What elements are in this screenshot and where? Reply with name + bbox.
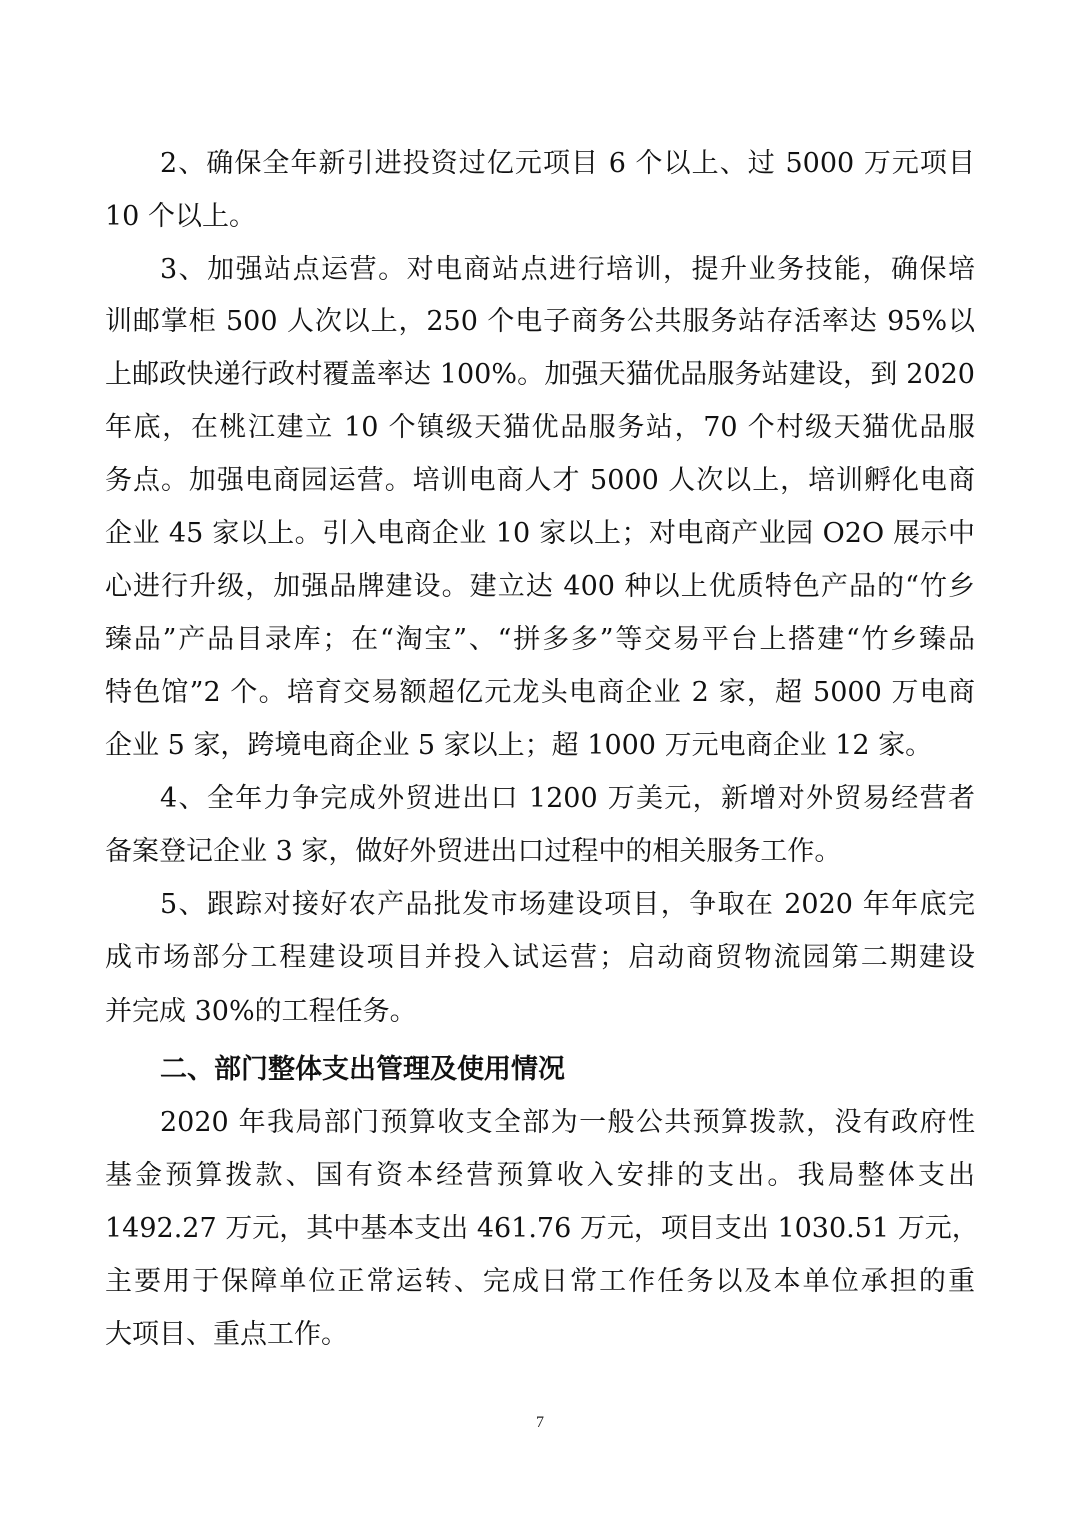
section-heading: 二、部门整体支出管理及使用情况	[160, 1054, 565, 1085]
paragraph-line: 4、全年力争完成外贸进出口 1200 万美元，新增对外贸易经营者	[160, 783, 975, 814]
paragraph-line: 主要用于保障单位正常运转、完成日常工作任务以及本单位承担的重	[105, 1266, 975, 1297]
paragraph-line: 10 个以上。	[105, 201, 256, 232]
paragraph-line: 备案登记企业 3 家，做好外贸进出口过程中的相关服务工作。	[105, 836, 842, 867]
paragraph-line: 心进行升级，加强品牌建设。建立达 400 种以上优质特色产品的“竹乡	[105, 571, 975, 602]
paragraph-line: 2020 年我局部门预算收支全部为一般公共预算拨款，没有政府性	[160, 1107, 975, 1138]
paragraph-line: 2、确保全年新引进投资过亿元项目 6 个以上、过 5000 万元项目	[160, 148, 975, 179]
paragraph-line: 务点。加强电商园运营。培训电商人才 5000 人次以上，培训孵化电商	[105, 465, 975, 496]
paragraph-line: 成市场部分工程建设项目并投入试运营；启动商贸物流园第二期建设	[105, 942, 975, 973]
paragraph-line: 企业 45 家以上。引入电商企业 10 家以上；对电商产业园 O2O 展示中	[105, 518, 975, 549]
paragraph-line: 年底，在桃江建立 10 个镇级天猫优品服务站，70 个村级天猫优品服	[105, 412, 975, 443]
paragraph-line: 基金预算拨款、国有资本经营预算收入安排的支出。我局整体支出	[105, 1160, 975, 1191]
paragraph-line: 1492.27 万元，其中基本支出 461.76 万元，项目支出 1030.51 万元，	[105, 1213, 979, 1244]
paragraph-line: 5、跟踪对接好农产品批发市场建设项目，争取在 2020 年年底完	[160, 889, 975, 920]
paragraph-line: 企业 5 家，跨境电商企业 5 家以上；超 1000 万元电商企业 12 家。	[105, 730, 933, 761]
paragraph-line: 并完成 30%的工程任务。	[105, 996, 417, 1027]
paragraph-line: 大项目、重点工作。	[105, 1319, 348, 1350]
page-number: 7	[536, 1414, 544, 1431]
paragraph-line: 训邮掌柜 500 人次以上，250 个电子商务公共服务站存活率达 95%以	[105, 306, 975, 337]
paragraph-line: 特色馆”2 个。培育交易额超亿元龙头电商企业 2 家，超 5000 万电商	[105, 677, 975, 708]
paragraph-line: 臻品”产品目录库；在“淘宝”、“拼多多”等交易平台上搭建“竹乡臻品	[105, 624, 975, 655]
paragraph-line: 上邮政快递行政村覆盖率达 100%。加强天猫优品服务站建设，到 2020	[105, 359, 975, 390]
paragraph-line: 3、加强站点运营。对电商站点进行培训，提升业务技能，确保培	[160, 254, 975, 285]
